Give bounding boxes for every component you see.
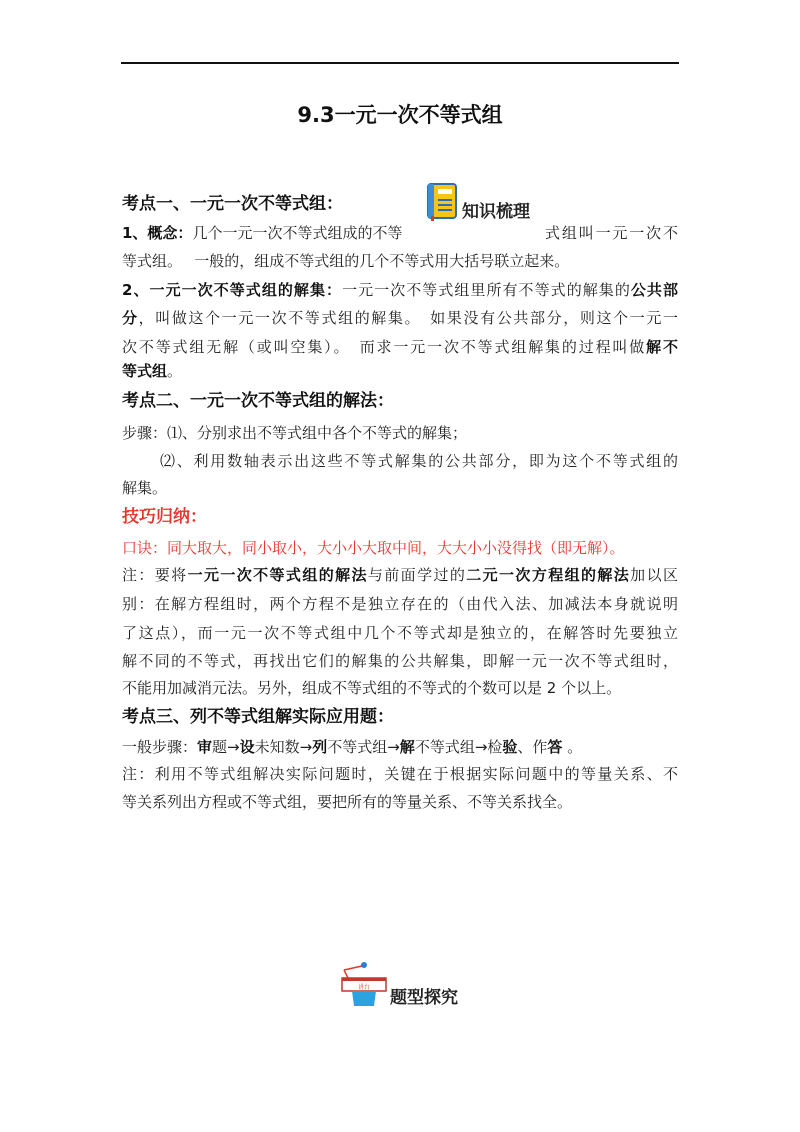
bold-term: 验	[502, 738, 518, 756]
text-segment: 注：要将	[122, 566, 188, 584]
text-segment: 。	[562, 738, 583, 756]
section-heading	[122, 391, 678, 411]
bold-term: 1、概念：	[122, 224, 193, 242]
bold-term: 审	[197, 738, 213, 756]
podium-icon	[340, 960, 388, 1008]
header-rule	[121, 62, 679, 64]
text-line	[545, 223, 678, 243]
text-segment: 不等式组→	[327, 738, 400, 756]
knowledge-badge-label: 知识梳理	[462, 202, 530, 222]
text-segment: 几个一元一次不等式组成的不等	[192, 224, 403, 242]
explore-badge	[340, 960, 460, 1008]
text-segment: 一般步骤：	[122, 738, 198, 756]
text-segment: 题→	[212, 738, 240, 756]
page-title: 9.3一元一次不等式组	[297, 103, 503, 127]
text-segment: 步骤：⑴、分别求出不等式组中各个不等式的解集；	[122, 424, 468, 442]
text-segment: 别：在解方程组时，两个方程不是独立存在的（由代入法、加减法本身就说明	[122, 595, 678, 613]
section-heading	[122, 507, 678, 527]
text-segment: ⑵、利用数轴表示出这些不等式解集的公共部分，即为这个不等式组的	[160, 452, 678, 470]
text-line	[122, 651, 678, 671]
section-heading	[122, 707, 678, 727]
text-segment: 考点二、一元一次不等式组的解法：	[122, 391, 394, 411]
text-segment: 了这点），而一元一次不等式组中几个不等式却是独立的，在解答时先要独立	[122, 624, 678, 642]
text-segment: ，叫做这个一元一次不等式组的解集。 如果没有公共部分，则这个一元一	[138, 309, 678, 327]
text-line	[160, 451, 678, 471]
text-segment: 考点一、一元一次不等式组：	[122, 194, 343, 214]
bold-term: 设	[239, 738, 255, 756]
text-segment: 注：利用不等式组解决实际问题时，关键在于根据实际问题中的等量关系、不	[122, 765, 678, 783]
text-segment: 不等式组→检	[414, 738, 503, 756]
text-segment: 口诀：同大取大，同小取小，大小小大取中间，大大小小没得找（即无解）。	[122, 539, 625, 557]
text-segment: 。	[167, 362, 183, 380]
podium-label: 讲台	[357, 984, 371, 991]
bold-term: 解	[399, 738, 415, 756]
bold-term: 解不	[646, 338, 678, 356]
text-line	[122, 764, 678, 784]
text-segment: 未知数→	[254, 738, 313, 756]
text-line	[122, 678, 678, 698]
bold-term: 2、一元一次不等式组的解集：	[122, 281, 343, 299]
bold-term: 一元一次不等式组的解法	[187, 566, 368, 584]
text-line	[122, 361, 678, 381]
bold-term: 公共部	[630, 281, 678, 299]
text-segment: 技巧归纳：	[122, 507, 207, 527]
text-segment: 等式组。 一般的，组成不等式组的几个不等式用大括号联立起来。	[122, 252, 570, 270]
text-segment: 不能用加减消元法。另外，组成不等式组的不等式的个数可以是 2 个以上。	[122, 679, 622, 697]
text-segment: 次不等式组无解（或叫空集）。 而求一元一次不等式组解集的过程叫做	[122, 338, 647, 356]
bold-term: 列	[312, 738, 328, 756]
text-segment: 加以区	[630, 566, 678, 584]
text-segment: 、作	[517, 738, 548, 756]
text-segment: 解集。	[122, 479, 168, 497]
text-segment: 等关系列出方程或不等式组，要把所有的等量关系、不等关系找全。	[122, 793, 573, 811]
text-line	[122, 337, 678, 357]
text-segment: 解不同的不等式，再找出它们的解集的公共解集，即解一元一次不等式组时，	[122, 652, 678, 670]
text-segment: 一元一次不等式组里所有不等式的解集的	[342, 281, 631, 299]
text-segment: 考点三、列不等式组解实际应用题：	[122, 707, 394, 727]
text-line	[122, 623, 678, 643]
text-line	[122, 792, 678, 812]
bold-term: 二元一次方程组的解法	[466, 566, 631, 584]
section-heading	[122, 194, 678, 214]
bold-term: 分	[122, 309, 139, 327]
text-segment: 式组叫一元一次不	[545, 224, 678, 242]
bold-term: 答	[547, 738, 563, 756]
text-segment: 与前面学过的	[367, 566, 467, 584]
text-line	[122, 565, 678, 585]
text-line	[122, 478, 678, 498]
text-line	[122, 251, 678, 271]
text-line	[122, 308, 678, 328]
text-line	[122, 737, 678, 757]
text-line	[122, 594, 678, 614]
bold-term: 等式组	[122, 362, 168, 380]
explore-badge-label: 题型探究	[390, 988, 458, 1008]
text-line	[122, 538, 678, 558]
text-line	[122, 423, 678, 443]
text-line	[122, 280, 678, 300]
